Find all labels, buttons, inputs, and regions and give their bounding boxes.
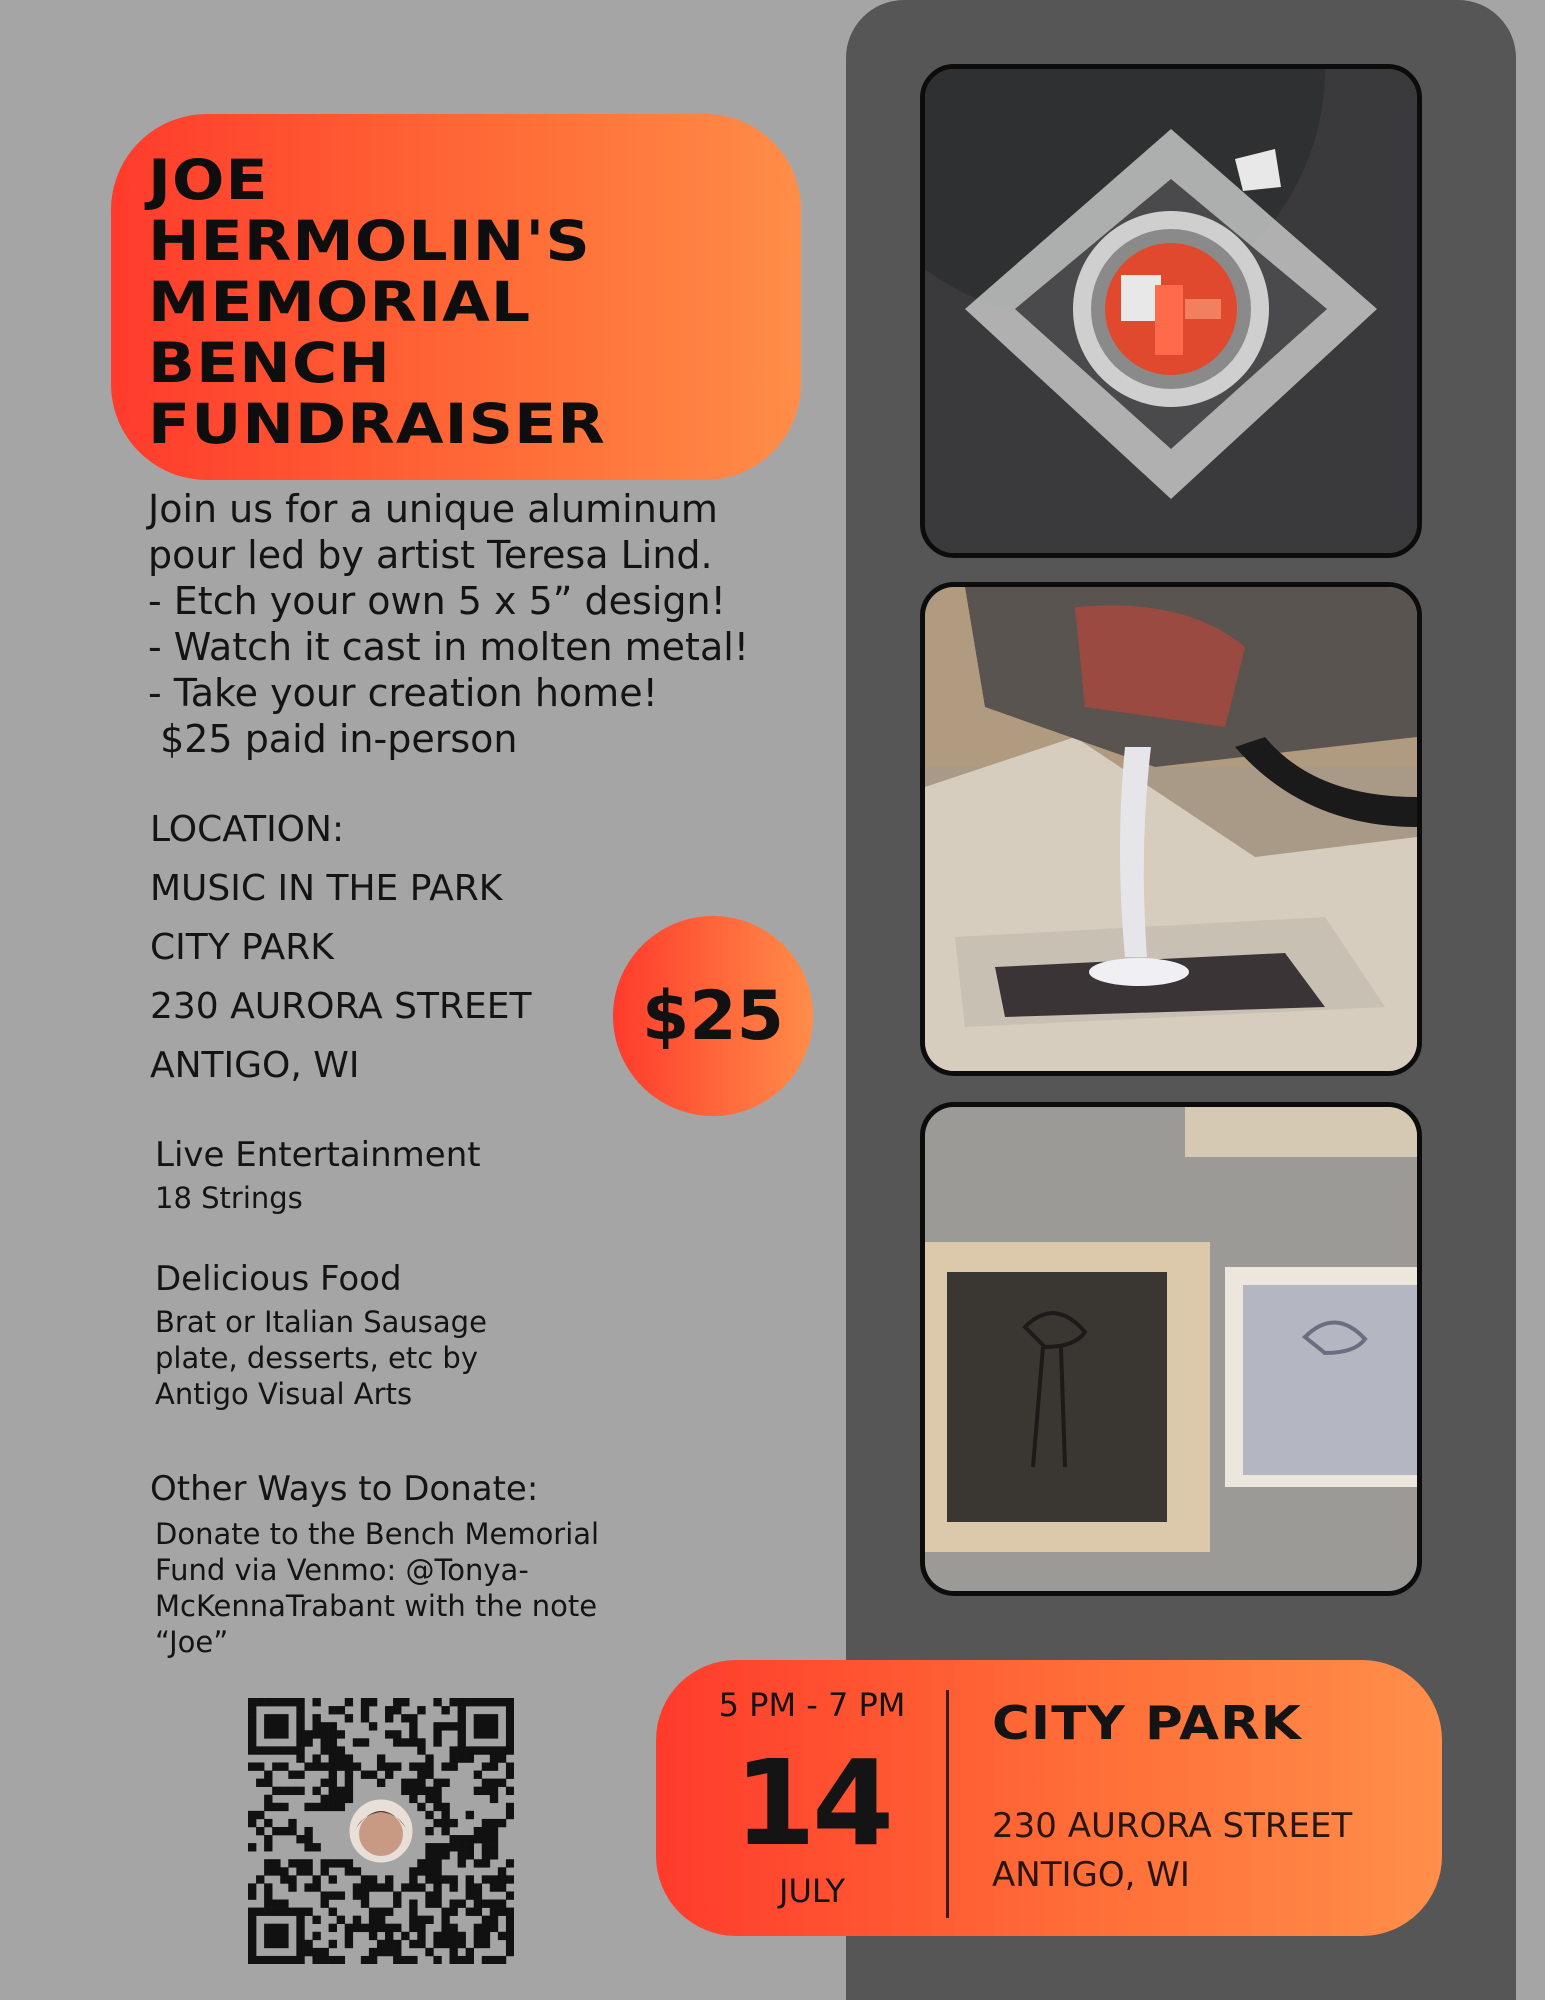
donate-block <box>150 1468 670 1660</box>
title-line: HERMOLIN'S <box>148 209 591 273</box>
location-line: MUSIC IN THE PARK <box>150 868 503 909</box>
location-heading: LOCATION: <box>150 809 345 850</box>
event-day: 14 <box>733 1734 891 1872</box>
food-body: Brat or Italian Sausage plate, desserts, etc by Antigo Visual Arts <box>155 1305 487 1411</box>
title-line: JOE <box>148 148 269 212</box>
food-heading: Delicious Food <box>155 1259 402 1299</box>
title-line: FUNDRAISER <box>148 392 606 456</box>
venue-name: CITY PARK <box>992 1696 1302 1750</box>
donation-qr-code[interactable] <box>248 1698 514 1964</box>
description-line: - Take your creation home! <box>148 671 658 715</box>
entertainment-body: 18 Strings <box>155 1181 303 1215</box>
venue-address <box>992 1802 1352 1900</box>
food-block <box>155 1258 575 1412</box>
location-block <box>150 800 630 1095</box>
description-line: - Etch your own 5 x 5” design! <box>148 579 726 623</box>
event-time: 5 PM - 7 PM <box>718 1686 906 1724</box>
donate-body: Donate to the Bench Memorial Fund via Venmo: @Tonya-McKennaTrabant with the note “Joe” <box>155 1517 600 1659</box>
description-line: Join us for a unique aluminum <box>148 487 718 531</box>
description-line: pour led by artist Teresa Lind. <box>148 533 713 577</box>
donate-heading: Other Ways to Donate: <box>150 1469 539 1509</box>
title-line: BENCH <box>148 331 391 395</box>
event-description <box>148 486 828 762</box>
date-divider <box>946 1690 949 1918</box>
event-title <box>148 150 865 455</box>
location-line: CITY PARK <box>150 927 334 968</box>
cast-tiles-photo <box>920 1102 1422 1596</box>
location-line: ANTIGO, WI <box>150 1045 360 1086</box>
molten-pour-photo <box>920 582 1422 1076</box>
description-line: - Watch it cast in molten metal! <box>148 625 750 669</box>
title-line: MEMORIAL <box>148 270 532 334</box>
event-month: JULY <box>779 1872 845 1910</box>
price-badge: $25 <box>613 916 813 1116</box>
crucible-photo <box>920 64 1422 558</box>
address-line: 230 AURORA STREET <box>992 1806 1353 1846</box>
location-line: 230 AURORA STREET <box>150 986 532 1027</box>
entertainment-heading: Live Entertainment <box>155 1135 481 1175</box>
entertainment-block <box>155 1134 675 1216</box>
description-line: $25 paid in-person <box>148 717 518 761</box>
address-line: ANTIGO, WI <box>992 1855 1190 1895</box>
